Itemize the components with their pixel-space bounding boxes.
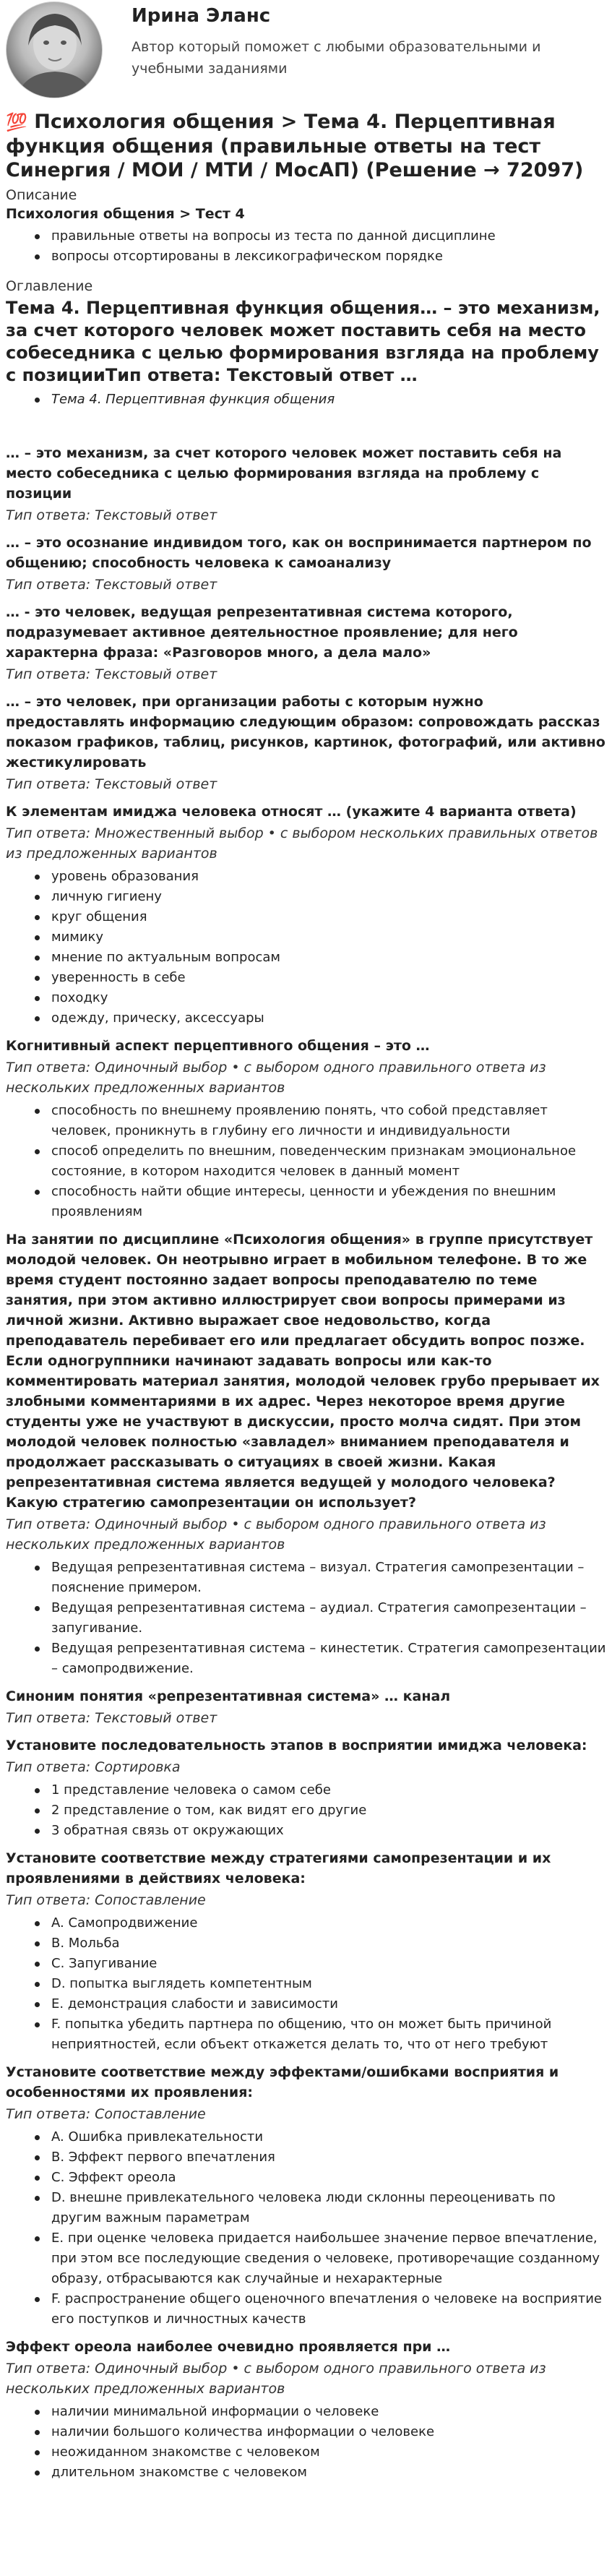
toc-title: Тема 4. Перцептивная функция общения… – это механизм, за счет которого человек может поставить себя на место собеседника с целью формирования взгляда на проблему с позицииТип ответа: Текстовый ответ … — [6, 298, 600, 385]
answer-option: способ определить по внешним, поведенческим признакам эмоциональное состояние, в котором находится человек в данный момент — [33, 1141, 606, 1182]
question-text: … – это механизм, за счет которого человек может поставить себя на место собеседника с целью формирования взгляда на проблему с позиции — [6, 445, 562, 502]
toc-link[interactable]: Тема 4. Перцептивная функция общения — [33, 390, 606, 410]
answer-option: Ведущая репрезентативная система – аудиал. Стратегия самопрезентации – запугивание. — [33, 1598, 606, 1639]
answer-type: Тип ответа: Сопоставление — [6, 1892, 206, 1908]
question-block — [6, 2062, 606, 2330]
author-info — [132, 1, 579, 80]
question-text: … - это человек, ведущая репрезентативная система которого, подразумевает активное деятельностное проявление; для него характерна фраза: «Разговоров много, а дела мало» — [6, 604, 518, 661]
answer-option: личную гигиену — [33, 887, 606, 907]
answer-option: способность по внешнему проявлению понять, что собой представляет человек, проникнуть в глубину его личности и индивидуальности — [33, 1101, 606, 1141]
answer-type: Тип ответа: Текстовый ответ — [6, 666, 217, 682]
question-text: … – это осознание индивидом того, как он воспринимается партнером по общению; способность человека к самоанализу — [6, 535, 592, 571]
question-block — [6, 533, 606, 595]
answer-option: A. Самопродвижение — [33, 1913, 606, 1933]
answer-options — [33, 1780, 606, 1841]
question-block — [6, 1229, 606, 1679]
answer-option: одежду, прическу, аксессуары — [33, 1008, 606, 1029]
answer-options — [33, 1913, 606, 2055]
answer-option: B. Мольба — [33, 1933, 606, 1954]
answer-options — [33, 2127, 606, 2330]
answer-option: мимику — [33, 927, 606, 948]
question-block — [6, 692, 606, 794]
answer-type: Тип ответа: Текстовый ответ — [6, 577, 217, 593]
avatar-portrait-icon — [7, 2, 103, 98]
question-block — [6, 1036, 606, 1222]
questions-list — [6, 443, 606, 2483]
question-text: Установите соответствие между эффектами/ошибками восприятия и особенностями их проявления: — [6, 2064, 559, 2100]
description-label: Описание — [6, 187, 77, 203]
page-title-text: Психология общения > Тема 4. Перцептивная функция общения (правильные ответы на тест Синергия / МОИ / МТИ / МосАП) (Решение → 72097) — [6, 111, 584, 181]
list-item: вопросы отсортированы в лексикографическом порядке — [33, 246, 606, 267]
answer-option: 2 представление о том, как видят его другие — [33, 1800, 606, 1821]
question-block — [6, 1686, 606, 1728]
question-text: Установите последовательность этапов в восприятии имиджа человека: — [6, 1738, 587, 1753]
answer-options — [33, 867, 606, 1029]
description-heading: Психология общения > Тест 4 — [6, 206, 245, 222]
answer-option: Ведущая репрезентативная система – визуал. Стратегия самопрезентации – пояснение примером. — [33, 1558, 606, 1598]
answer-option: E. при оценке человека придается наибольшее значение первое впечатление, при этом все последующие сведения о человеке, противоречащие созданному образу, отбрасываются как случайные и нехарактерные — [33, 2228, 606, 2289]
answer-option: E. демонстрация слабости и зависимости — [33, 1994, 606, 2014]
answer-option: длительном знакомстве с человеком — [33, 2463, 606, 2483]
question-text: Когнитивный аспект перцептивного общения – это … — [6, 1038, 430, 1054]
toc-list — [33, 390, 606, 410]
answer-option: A. Ошибка привлекательности — [33, 2127, 606, 2147]
toc-label: Оглавление — [6, 278, 93, 294]
question-text: Синоним понятия «репрезентативная система» … канал — [6, 1688, 451, 1704]
question-block — [6, 1735, 606, 1841]
description-list — [33, 226, 606, 267]
answer-type: Тип ответа: Текстовый ответ — [6, 507, 217, 523]
author-card — [6, 0, 606, 104]
answer-option: C. Эффект ореола — [33, 2168, 606, 2188]
answer-option: C. Запугивание — [33, 1954, 606, 1974]
question-block — [6, 802, 606, 1029]
answer-option: 1 представление человека о самом себе — [33, 1780, 606, 1800]
question-text: … – это человек, при организации работы с которым нужно предоставлять информацию следующим образом: сопровождать рассказ показом графиков, таблиц, рисунков, картинок, фотографий, или активно жестикулировать — [6, 694, 605, 770]
answer-option: F. попытка убедить партнера по общению, что он может быть причиной неприятностей, если объект откажется делать то, что от него требуют — [33, 2014, 606, 2055]
answer-type: Тип ответа: Множественный выбор • с выбором нескольких правильных ответов из предложенных вариантов — [6, 825, 598, 862]
question-text: Эффект ореола наиболее очевидно проявляется при … — [6, 2339, 451, 2355]
list-item: правильные ответы на вопросы из теста по данной дисциплине — [33, 226, 606, 246]
answer-options — [33, 2402, 606, 2483]
answer-option: уровень образования — [33, 867, 606, 887]
answer-option: походку — [33, 988, 606, 1008]
answer-option: способность найти общие интересы, ценности и убеждения по внешним проявлениям — [33, 1182, 606, 1222]
question-text: Установите соответствие между стратегиями самопрезентации и их проявлениями в действиях человека: — [6, 1850, 551, 1886]
answer-type: Тип ответа: Текстовый ответ — [6, 1710, 217, 1726]
answer-option: круг общения — [33, 907, 606, 927]
author-name[interactable]: Ирина Эланс — [132, 5, 271, 27]
answer-option: наличии минимальной информации о человеке — [33, 2402, 606, 2422]
answer-option: F. распространение общего оценочного впечатления о человеке на восприятие его поступков и личностных качеств — [33, 2289, 606, 2330]
answer-option: B. Эффект первого впечатления — [33, 2147, 606, 2168]
author-description: Автор который поможет с любыми образовательными и учебными заданиями — [132, 39, 541, 77]
question-block — [6, 2337, 606, 2483]
answer-option: мнение по актуальным вопросам — [33, 948, 606, 968]
answer-type: Тип ответа: Текстовый ответ — [6, 776, 217, 792]
author-avatar[interactable] — [6, 1, 103, 98]
answer-type: Тип ответа: Сопоставление — [6, 2106, 206, 2122]
answer-option: Ведущая репрезентативная система – кинестетик. Стратегия самопрезентации – самопродвижение. — [33, 1639, 606, 1679]
question-block — [6, 443, 606, 525]
answer-type: Тип ответа: Одиночный выбор • с выбором одного правильного ответа из нескольких предложенных вариантов — [6, 2361, 546, 2397]
answer-option: наличии большого количества информации о человеке — [33, 2422, 606, 2442]
answer-option: уверенность в себе — [33, 968, 606, 988]
question-text: К элементам имиджа человека относят … (укажите 4 варианта ответа) — [6, 804, 577, 820]
answer-options — [33, 1101, 606, 1222]
answer-type: Тип ответа: Одиночный выбор • с выбором одного правильного ответа из нескольких предложенных вариантов — [6, 1060, 546, 1096]
page-title — [6, 110, 606, 182]
hundred-points-icon: 💯 — [6, 112, 27, 132]
answer-type: Тип ответа: Одиночный выбор • с выбором одного правильного ответа из нескольких предложенных вариантов — [6, 1516, 546, 1553]
answer-option: D. попытка выглядеть компетентным — [33, 1974, 606, 1994]
question-text: На занятии по дисциплине «Психология общения» в группе присутствует молодой человек. Он неотрывно играет в мобильном телефоне. В то же время студент постоянно задает вопросы преподавателю по теме занятия, при этом активно иллюстрирует свои вопросы примерами из личной жизни. Активно выражает свое недовольство, когда преподаватель перебивает его или предлагает обсудить вопрос позже. Если одногруппники начинают задавать вопросы или как-то комментировать материал занятия, молодой человек грубо прерывает их злобными комментариями в их адрес. Через некоторое время другие студенты уже не участвуют в дискуссии, просто молча сидят. При этом молодой человек полностью «завладел» вниманием преподавателя и продолжает рассказывать о ситуациях в своей жизни. Какая репрезентативная система является ведущей у молодого человека? Какую стратегию самопрезентации он использует? — [6, 1232, 600, 1511]
question-block — [6, 602, 606, 684]
answer-options — [33, 1558, 606, 1679]
answer-option: D. внешне привлекательного человека люди склонны переоценивать по другим важным параметрам — [33, 2188, 606, 2228]
answer-option: неожиданном знакомстве с человеком — [33, 2442, 606, 2463]
question-block — [6, 1848, 606, 2055]
answer-type: Тип ответа: Сортировка — [6, 1759, 181, 1775]
answer-option: 3 обратная связь от окружающих — [33, 1821, 606, 1841]
